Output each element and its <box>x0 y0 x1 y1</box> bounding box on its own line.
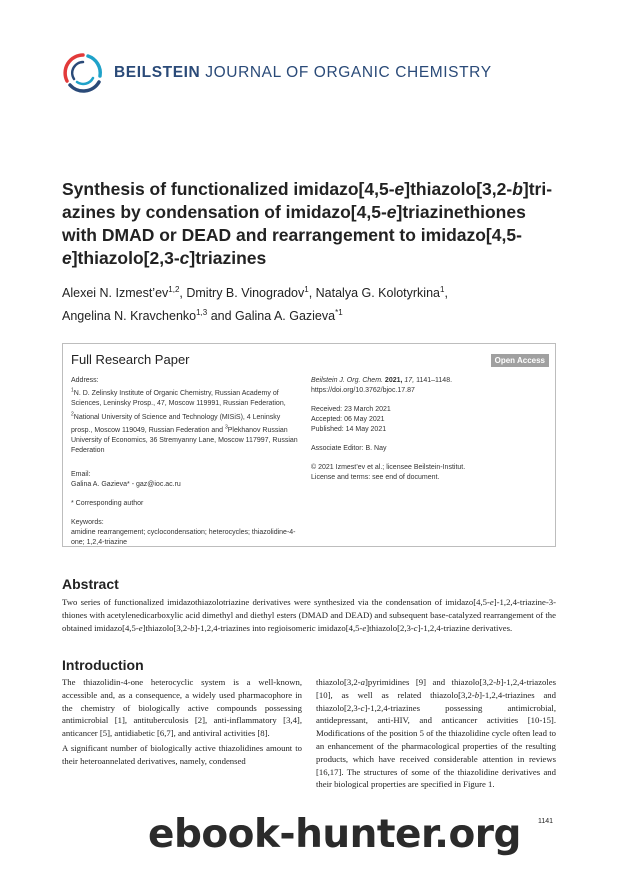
doi-link[interactable]: https://doi.org/10.3762/bjoc.17.87 <box>311 387 415 394</box>
beilstein-logo-icon <box>62 52 104 94</box>
intro-left-paragraph-2: A significant number of biologically active thiazolidines amount to their heteroannelated derivatives, namely, condensed <box>62 743 302 766</box>
left-info-column <box>71 376 299 557</box>
author-list <box>62 280 562 326</box>
abstract-heading: Abstract <box>62 576 119 592</box>
license-note: License and terms: see end of document. <box>311 474 440 481</box>
journal-name-bold: BEILSTEIN <box>114 64 201 81</box>
author-line-2: Angelina N. Kravchenko$^{1,3}$ and Galina A. Gazieva$^{*1}$ <box>62 308 343 324</box>
introduction-heading: Introduction <box>62 657 144 673</box>
author-line-1: Alexei N. Izmest’ev$^{1,2}$, Dmitry B. Vinogradov$^1$, Natalya G. Kolotyrkina$^1$, <box>62 285 448 301</box>
journal-name <box>114 64 492 82</box>
citation: Beilstein J. Org. Chem. 2021, 17, 1141–1148. <box>311 377 453 384</box>
page-number: 1141 <box>538 818 554 825</box>
accepted-date: Accepted: 06 May 2021 <box>311 416 385 423</box>
journal-name-rest: JOURNAL OF ORGANIC CHEMISTRY <box>205 64 492 81</box>
address-1: $^1$N. D. Zelinsky Institute of Organic Chemistry, Russian Academy of Sciences, Leninsky Prosp., 47, Moscow 119991, Russian Federation, <box>71 388 286 408</box>
email-label: Email: <box>71 470 91 478</box>
article-title: Synthesis of functionalized imidazo[4,5-e]thiazolo[3,2-b]triazines by condensation of imidazo[4,5-e]triazinethiones with DMAD or DEAD and rearrangement to imidazo[4,5-e]thiazolo[2,3-c]triazines <box>62 179 553 268</box>
right-info-column <box>311 376 549 492</box>
abstract-text: Two series of functionalized imidazothiazolotriazine derivatives were synthesized via the condensation of imidazo[4,5-e]-1,2,4-triazine-3-thiones with acetylenedicarboxylic acid dimethyl and diethyl esters (DMAD and DEAD) and subsequent base-catalyzed rearrangement of the obtained imidazo[4,5-e]thiazolo[3,2-b]-1,2,4-triazines into regioisomeric imidazo[4,5-e]thiazolo[2,3-c]-1,2,4-triazine derivatives. <box>62 597 556 633</box>
watermark: ebook-hunter.org <box>148 812 521 857</box>
open-access-badge[interactable]: Open Access <box>491 354 549 367</box>
journal-logo <box>62 52 492 94</box>
intro-left-paragraph-1: The thiazolidin-4-one heterocyclic system is a well-known, accessible and, as a consequence, a widely used pharmacophore in the chemistry of biologically active compounds possessing antimicrobial [1], antituberculosis [2], anti-inflammatory [3,4], anticancer [5], antidiabetic [6,7], and antiviral activities [8]. <box>62 677 302 739</box>
published-date: Published: 14 May 2021 <box>311 426 387 433</box>
email-line[interactable]: Galina A. Gazieva* - gaz@ioc.ac.ru <box>71 480 181 488</box>
article-type: Full Research Paper <box>71 352 190 367</box>
address-2: $^2$National University of Science and Technology (MISiS), 4 Leninsky prosp., Moscow 119049, Russian Federation and $^3$Plekhanov Russian University of Economics, 36 Stremyanny Lane, Moscow 117997, Russian Federation <box>71 411 298 454</box>
article-info-box <box>62 343 556 547</box>
keywords: amidine rearrangement; cyclocondensation; heterocycles; thiazolidine-4-one; 1,2,4-triazine <box>71 528 296 546</box>
intro-right-paragraph: thiazolo[3,2-a]pyrimidines [9] and thiazolo[3,2-b]-1,2,4-triazoles [10], as well as related thiazolo[3,2-b]-1,2,4-triazines and thiazolo[2,3-c]-1,2,4-triazines possessing antimicrobial, antidepressant, anti-HIV, and anticancer activities [10-15]. Modifications of the position 5 of the thiazolidine cycle often lead to an enhancement of the pharmacological properties of the resulting products, which have received considerable attention in reviews [16,17]. The structures of some of the thiazolidine derivatives and their biological properties are specified in Figure 1. <box>316 677 556 790</box>
received-date: Received: 23 March 2021 <box>311 406 391 413</box>
associate-editor: Associate Editor: B. Nay <box>311 445 387 452</box>
corresponding-note: * Corresponding author <box>71 499 144 507</box>
address-label: Address: <box>71 377 99 384</box>
copyright: © 2021 Izmest’ev et al.; licensee Beilstein-Institut. <box>311 464 466 471</box>
keywords-label: Keywords: <box>71 518 104 526</box>
